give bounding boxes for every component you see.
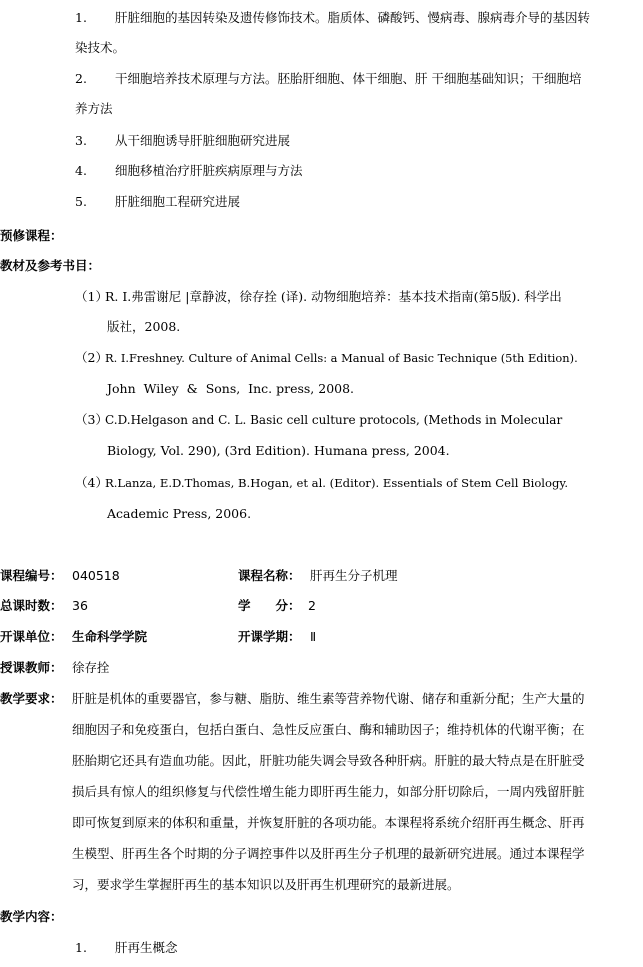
item-text: 干细胞培养技术原理与方法。胚胎肝细胞、体干细胞、肝 干细胞基础知识；干细胞培 <box>115 71 582 86</box>
reference-text: R. I.弗雷谢尼 |章静波，徐存拴 (译). 动物细胞培养：基本技术指南(第5版). 科学出 <box>105 289 562 304</box>
list-item <box>75 938 178 958</box>
requirements-line: 习，要求学生掌握肝再生的基本知识以及肝再生机理研究的最新进展。 <box>72 877 460 892</box>
total-hours-label: 总课时数： <box>0 598 63 613</box>
reference-number: （3） <box>75 412 108 427</box>
reference-text: R. I.Freshney. Culture of Animal Cells: a Manual of Basic Technique (5th Edition). <box>105 351 578 365</box>
reference-number: （1） <box>75 289 108 304</box>
list-item <box>75 69 581 89</box>
teacher-value: 徐存拴 <box>72 660 110 675</box>
item-number: 1. <box>75 940 87 955</box>
item-text: 从干细胞诱导肝脏细胞研究进展 <box>115 133 291 148</box>
course-name-label: 课程名称： <box>238 568 301 583</box>
list-item <box>75 8 590 28</box>
department-value: 生命科学学院 <box>72 629 148 644</box>
list-item <box>75 131 290 151</box>
reference-continuation: 版社，2008. <box>107 319 181 334</box>
reference-text: C.D.Helgason and C. L. Basic cell culture protocols, (Methods in Molecular <box>105 413 563 427</box>
course-name-value: 肝再生分子机理 <box>310 568 398 583</box>
teaching-content-label: 教学内容： <box>0 909 63 924</box>
reference-number: （2） <box>75 350 108 365</box>
department-label: 开课单位： <box>0 629 63 644</box>
item-continuation: 染技术。 <box>75 40 126 55</box>
reference-item <box>75 473 568 493</box>
requirements-line: 生模型、肝再生各个时期的分子调控事件以及肝再生分子机理的最新研究进展。通过本课程学 <box>72 846 585 861</box>
item-number: 1. <box>75 10 87 25</box>
item-text: 细胞移植治疗肝脏疾病原理与方法 <box>115 163 303 178</box>
requirements-line: 即可恢复到原来的体积和重量，并恢复肝脏的各项功能。本课程将系统介绍肝再生概念、肝再 <box>72 815 585 830</box>
list-item <box>75 161 303 181</box>
requirements-line: 细胞因子和免疫蛋白，包括白蛋白、急性反应蛋白、酶和辅助因子；维持机体的代谢平衡；在 <box>72 722 585 737</box>
item-text: 肝再生概念 <box>115 940 178 955</box>
reference-item <box>75 348 578 368</box>
item-number: 4. <box>75 163 87 178</box>
textbooks-label: 教材及参考书目： <box>0 258 101 273</box>
item-number: 5. <box>75 194 87 209</box>
requirements-label: 教学要求： <box>0 691 63 706</box>
credit-label: 学 分： <box>238 598 301 613</box>
reference-item <box>75 410 562 430</box>
credit-value: 2 <box>308 598 316 613</box>
item-text: 肝脏细胞工程研究进展 <box>115 194 241 209</box>
requirements-line: 胚胎期它还具有造血功能。因此，肝脏功能失调会导致各种肝病。肝脏的最大特点是在肝脏受 <box>72 753 585 768</box>
reference-text: R.Lanza, E.D.Thomas, B.Hogan, et al. (Editor). Essentials of Stem Cell Biology. <box>105 476 569 490</box>
reference-continuation: John Wiley & Sons, Inc. press, 2008. <box>107 381 355 396</box>
reference-continuation: Biology, Vol. 290), (3rd Edition). Humana press, 2004. <box>107 443 450 458</box>
item-number: 2. <box>75 71 87 86</box>
reference-item <box>75 287 562 307</box>
course-code-label: 课程编号： <box>0 568 63 583</box>
requirements-line: 损后具有惊人的组织修复与代偿性增生能力即肝再生能力，如部分肝切除后，一周内残留肝脏 <box>72 784 585 799</box>
item-number: 3. <box>75 133 87 148</box>
course-code-value: 040518 <box>72 568 120 583</box>
total-hours-value: 36 <box>72 598 88 613</box>
list-item <box>75 192 240 212</box>
term-value: Ⅱ <box>310 629 317 644</box>
item-text: 肝脏细胞的基因转染及遗传修饰技术。脂质体、磷酸钙、慢病毒、腺病毒介导的基因转 <box>115 10 591 25</box>
prerequisite-label: 预修课程： <box>0 228 63 243</box>
reference-number: （4） <box>75 475 108 490</box>
term-label: 开课学期： <box>238 629 301 644</box>
teacher-label: 授课教师： <box>0 660 63 675</box>
item-continuation: 养方法 <box>75 101 113 116</box>
requirements-line: 肝脏是机体的重要器官，参与糖、脂肪、维生素等营养物代谢、储存和重新分配；生产大量的 <box>72 691 585 706</box>
reference-continuation: Academic Press, 2006. <box>107 506 252 521</box>
